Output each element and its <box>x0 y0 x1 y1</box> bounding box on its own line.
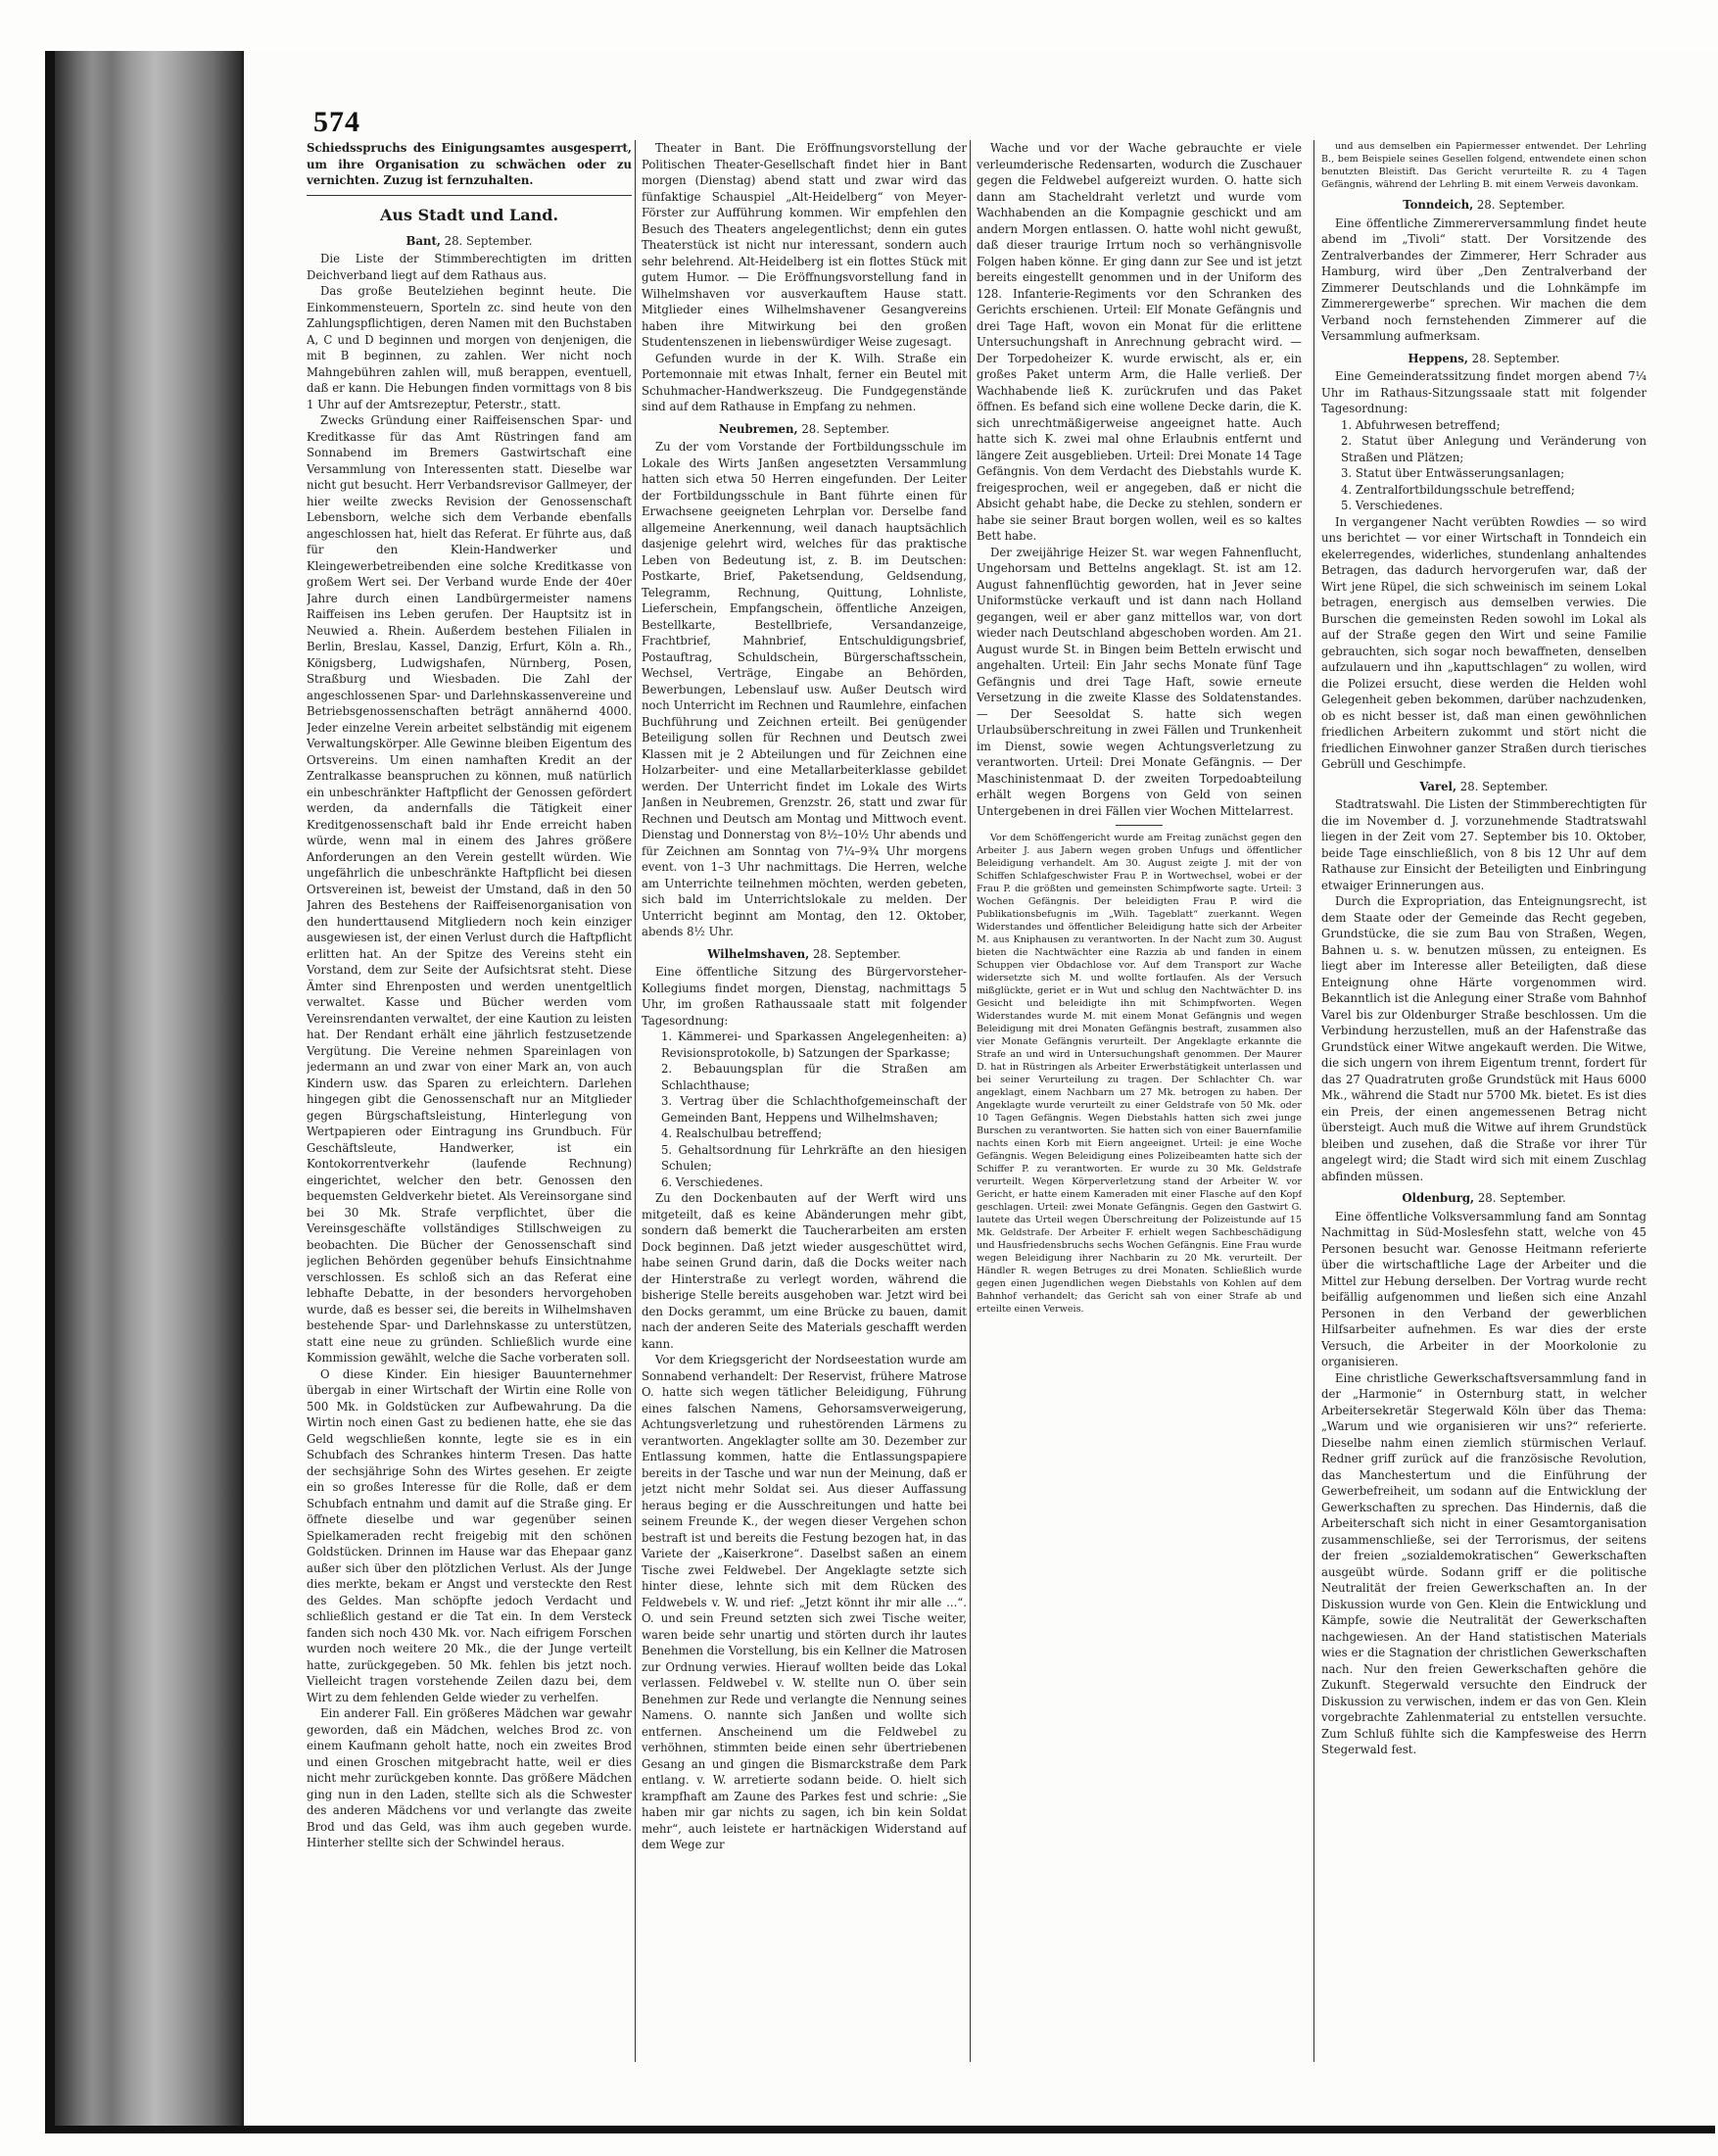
agenda-item: 3. Vertrag über die Schlachthofgemeinschaft der Gemeinden Bant, Heppens und Wilhelmshaven; <box>661 1094 967 1125</box>
article-paragraph: Die Liste der Stimmberechtigten im dritten Deichverband liegt auf dem Rathaus aus. <box>307 252 632 282</box>
dateline <box>307 233 632 250</box>
agenda-item: 5. Verschiedenes. <box>1341 499 1444 512</box>
column-1 <box>307 140 632 2060</box>
article-paragraph: Gefunden wurde in der K. Wilh. Straße ein Portemonnaie mit etwas Inhalt, ferner ein Beutel mit Schuhmacher-Handwerkszeug. Die Fundgegenstände sind auf dem Rathause in Empfang zu nehmen. <box>642 351 967 413</box>
column-intro: Schiedsspruchs des Einigungsamtes ausgesperrt, um ihre Organisation zu schwächen oder zu vernichten. Zuzug ist fernzuhalten. <box>307 141 632 187</box>
dateline <box>1321 351 1646 367</box>
agenda-item: 4. Zentralfortbildungsschule betreffend; <box>1341 482 1575 497</box>
article-paragraph: O diese Kinder. Ein hiesiger Bauunternehmer übergab in einer Wirtschaft der Wirtin eine Rolle von 500 Mk. in Goldstücken zur Aufbewahrung. Da die Wirtin noch einen Gast zu bedienen hatte, ehe sie das Geld wegschließen konnte, legte sie es in ein Schubfach des Schrankes hinterm Tresen. Das hatte der sechsjährige Sohn des Wirtes gesehen. Er zeigte ein so großes Interesse für die Rolle, daß er dem Schubfach entnahm und damit auf die Straße ging. Er öffnete dieselbe und war gegenüber seinen Spielkameraden recht freigebig mit den schönen Goldstücken. Drinnen im Hause war das Ehepaar ganz außer sich über den plötzlichen Verlust. Als der Junge dies merkte, bekam er Angst und versteckte den Rest des Geldes. Man schöpfte jedoch Verdacht und schließlich gestand er die Tat ein. In dem Versteck fanden sich noch 430 Mk. vor. Nach eifrigem Forschen wurden noch weitere 20 Mk., die der Junge verteilt hatte, zurückgegeben. 50 Mk. fehlen bis jetzt noch. Vielleicht tragen vorstehende Zeilen dazu bei, dem Wirt zu dem fehlenden Gelde wieder zu verhelfen. <box>307 1366 632 1704</box>
article-paragraph: Eine öffentliche Volksversammlung fand am Sonntag Nachmittag in Süd-Moslesfehn statt, welche von 45 Personen besucht war. Genosse Heitmann referierte über die wirtschaftliche Lage der Arbeiter und die Mittel zur Hebung derselben. Der Vortrag wurde recht beifällig aufgenommen und ließen sich eine Anzahl Personen in den Verband der gewerblichen Hilfsarbeiter aufnehmen. Es war dies der erste Versuch, die Arbeiter in der Moorkolonie zu organisieren. <box>1321 1209 1646 1368</box>
article-paragraph: Zwecks Gründung einer Raiffeisenschen Spar- und Kreditkasse für das Amt Rüstringen fand am Sonnabend im Bremers Gastwirtschaft eine Versammlung von Interessenten statt. Dieselbe war nicht gut besucht. Herr Verbandsrevisor Gallmeyer, der hier weilte zwecks Revision der Genossenschaft Lebensborn, welche sich dem Verbande ebenfalls angeschlossen hat, hielt das Referat. Er führte aus, daß für den Klein-Handwerker und Kleingewerbetreibenden eine solche Kreditkasse von großem Wert sei. Der Verband wurde Ende der 40er Jahre durch einen Landbürgermeister namens Raiffeisen ins Leben gerufen. Der Hauptsitz ist in Neuwied a. Rhein. Außerdem bestehen Filialen in Berlin, Breslau, Kassel, Danzig, Erfurt, Köln a. Rh., Königsberg, Ludwigshafen, Nürnberg, Posen, Straßburg und Wiesbaden. Die Zahl der angeschlossenen Spar- und Darlehnskassenvereine und Betriebsgenossenschaften beträgt annähernd 4000. Jeder einzelne Verein arbeitet selbständig mit eigenem Verwaltungskörper. Alle Gewinne bleiben Eigentum des Ortsvereins. Um einen namhaften Kredit an der Zentralkasse beanspruchen zu können, muß natürlich ein unbeschränkter Haftpflicht der Genossen gefördert werden, da andernfalls die Tätigkeit einer Kreditgenossenschaft bald ihr Ende erreicht haben würde, wenn mal in einem des Jahres größere Anforderungen an den Verein gestellt würden. Wie ungefährlich die unbeschränkte Haftpflicht bei diesen Ortsvereinen ist, beweist der Umstand, daß in den 50 Jahren des Bestehens der Raiffeisenorganisation von den hunderttausend Mitgliedern noch kein einziger ausgewiesen ist, der einen Verlust durch die Haftpflicht erlitten hat. An der Spitze des Vereins steht ein Vorstand, dem zur Seite der Aufsichtsrat steht. Diese Ämter sind Ehrenposten und werden unentgeltlich verwaltet. Kasse und Bücher werden vom Vereinsrendanten verwaltet, der eine Kaution zu leisten hat. Der Rendant erhält eine jährlich festzusetzende Vergütung. Die Vereine nehmen Spareinlagen von jedermann an und zwar von einer Mark an, von auch Kindern usw. das Sparen zu erleichtern. Darlehen hingegen gibt die Genossenschaft nur an Mitglieder gegen Bürgschaftsleistung, Hinterlegung von Wertpapieren oder Eintragung ins Grundbuch. Für Geschäftsleute, Handwerker, ist ein Kontokorrentverkehr (laufende Rechnung) eingerichtet, welcher den betr. Genossen den bequemsten Geldverkehr bietet. Als Vereinsorgane sind bei 30 Mk. Strafe verpflichtet, über die Vereinsgeschäfte vollständiges Stillschweigen zu beobachten. Die Bücher der Genossenschaft sind jeglichen Behörden gegenüber behufs Einsichtnahme verschlossen. Es schloß sich an das Referat eine lebhafte Debatte, in der besonders hervorgehoben wurde, daß es besser sei, die bereits in Wilhelmshaven bestehende Spar- und Darlehnskasse zu unterstützen, statt eine neue zu gründen. Schließlich wurde eine Kommission gewählt, welche die Sache vorberaten soll. <box>307 413 632 1365</box>
book-spine <box>45 51 241 2130</box>
dateline-place: Tonndeich, <box>1403 198 1474 212</box>
dateline-date: 28. September. <box>1459 779 1549 793</box>
agenda-item: 1. Abfuhrwesen betreffend; <box>1341 417 1501 432</box>
page-bottom-edge <box>45 2126 1715 2133</box>
article-paragraph: Stadtratswahl. Die Listen der Stimmberechtigten für die im November d. J. vorzunehmende Stadtratswahl liegen in der Zeit vom 27. September bis 10. Oktober, beide Tage einschließlich, von 8 bis 12 Uhr auf dem Rathause zur Einsicht der Beteiligten und Einbringung etwaiger Erinnerungen aus. <box>1321 797 1646 892</box>
column-rule <box>970 140 971 2062</box>
dateline-place: Oldenburg, <box>1402 1191 1475 1205</box>
dateline-place: Neubremen, <box>718 421 798 436</box>
agenda-item: 5. Gehaltsordnung für Lehrkräfte an den hiesigen Schulen; <box>661 1142 967 1173</box>
dateline-place: Bant, <box>406 233 441 248</box>
agenda-item: 1. Kämmerei- und Sparkassen Angelegenheiten: a) Revisionsprotokolle, b) Satzungen der Sparkasse; <box>661 1030 967 1060</box>
binding-edge <box>45 51 55 2130</box>
article-paragraph: Das große Beutelziehen beginnt heute. Die Einkommensteuern, Sporteln zc. sind heute von den Zahlungspflichtigen, deren Namen mit den Buchstaben A, C und D beginnen und morgen von denjenigen, die mit B beginnen, zu zahlen. Wer nicht noch Mahngebühren zahlen will, muß berappen, eventuell, daß er kann. Die Hebungen finden vormittags von 8 bis 1 Uhr auf der Amtsrezeptur, Peterstr., statt. <box>307 284 632 411</box>
page-edge-shadow <box>241 51 244 2130</box>
dateline-date: 28. September. <box>444 233 533 248</box>
agenda-item: 4. Realschulbau betreffend; <box>661 1126 823 1140</box>
article-paragraph: Zu den Dockenbauten auf der Werft wird uns mitgeteilt, daß es keine Abänderungen mehr gibt, sondern daß bemerkt die Taucherarbeiten am ersten Dock beginnen. Daß jetzt wieder ausgeschüttet wird, habe seinen Grund darin, daß die Docks weiter nach der Hinterstraße zu verlegt worden, während die bisherige Stelle bereits ausgehoben war. Jetzt wird bei den Docks gerammt, um eine Brücke zu bauen, damit nach der anderen Seite des Materials geschafft werden kann. <box>642 1191 967 1351</box>
article-divider <box>1116 825 1163 826</box>
agenda-item: 3. Statut über Entwässerungsanlagen; <box>1341 466 1565 480</box>
dateline-date: 28. September. <box>1477 1191 1566 1205</box>
column-rule <box>1313 140 1314 2062</box>
agenda-item: 2. Bebauungsplan für die Straßen am Schlachthause; <box>661 1062 967 1092</box>
article-paragraph: Ein anderer Fall. Ein größeres Mädchen war gewahr geworden, daß ein Mädchen, welches Brod zc. von einem Kaufmann geholt hatte, noch ein zweites Brod und einen Groschen mitgebracht hatte, weil er dies nicht mehr zurückgeben konnte. Das größere Mädchen ging nun in den Laden, stellte sich als die Schwester des anderen Mädchens vor und verlangte das zweite Brod und das Geld, was ihm auch gegeben wurde. Hinterher stellte sich der Schwindel heraus. <box>307 1706 632 1849</box>
article-paragraph: Der zweijährige Heizer St. war wegen Fahnenflucht, Ungehorsam und Bettelns angeklagt. St. ist am 12. August fahnenflüchtig geworden, hat in Jever seine Uniformstücke verkauft und ist dann nach Holland gegangen, weil er aber ganz mittellos war, von dort wieder nach Deutschland abgeschoben worden. Am 21. August wurde St. in Bingen beim Betteln erwischt und angehalten. Urteil: Ein Jahr sechs Monate fünf Tage Gefängnis und drei Tage Haft, sowie erneute Versetzung in die zweite Klasse des Soldatenstandes. — Der Seesoldat S. hatte sich wegen Urlaubsüberschreitung in zwei Fällen und Trunkenheit im Dienst, sowie wegen Achtungsverletzung zu verantworten. Urteil: Drei Monate Gefängnis. — Der Maschinistenmaat D. der zweiten Torpedoabteilung erhält wegen Borgens von Geld von seinen Untergebenen in drei Fällen vier Wochen Mittelarrest. <box>977 545 1302 818</box>
dateline-date: 28. September. <box>1476 198 1565 212</box>
article-paragraph: Eine öffentliche Sitzung des Bürgervorsteher-Kollegiums findet morgen, Dienstag, nachmittags 5 Uhr, im großen Rathaussaale statt mit folgender Tagesordnung: <box>642 965 967 1028</box>
section-divider <box>307 195 632 196</box>
page-number: 574 <box>313 106 360 138</box>
column-4 <box>1321 140 1646 2060</box>
dateline-date: 28. September. <box>801 421 890 436</box>
article-paragraph-small: und aus demselben ein Papiermesser entwendet. Der Lehrling B., bem Beispiele seines Gesellen folgend, entwendete einen schon benutzten Bleistift. Das Gericht verurteilte R. zu 4 Tagen Gefängnis, während der Lehrling B. mit einem Verweis davonkam. <box>1321 141 1646 190</box>
article-paragraph: Eine christliche Gewerkschaftsversammlung fand in der „Harmonie“ in Osternburg statt, in welcher Arbeitersekretär Stegerwald Köln über das Thema: „Warum und wie organisieren wir uns?“ referierte. Dieselbe nahm einen ziemlich stürmischen Verlauf. Redner griff zurück auf die französische Revolution, das Manchestertum und die Einführung der Gewerbefreiheit, um sodann auf die Entwicklung der Gewerkschaften zu sprechen. Das Hindernis, daß die Arbeiterschaft sich nicht in einer Gesamtorganisation zusammenschließe, sei der Terrorismus, der seitens der freien „sozialdemokratischen“ Gewerkschaften ausgeübt würde. Sodann griff er die politische Neutralität der freien Gewerkschaften an. In der Diskussion wurde von Gen. Klein die Entwicklung und Kämpfe, sowie die Neutralität der Gewerkschaften nachgewiesen. An der Hand statistischen Materials wies er die Stagnation der christlichen Gewerkschaften nach. Nur den freien Gewerkschaften gehöre die Zukunft. Stegerwald versuchte den Eindruck der Diskussion zu verwischen, indem er das von Gen. Klein vorgebrachte Zahlenmaterial zu entstellen versuchte. Zum Schluß fühlte sich die Kampfesweise des Herrn Stegerwald fest. <box>1321 1370 1646 1756</box>
section-title: Aus Stadt und Land. <box>379 205 559 224</box>
dateline <box>642 946 967 963</box>
agenda-item: 2. Statut über Anlegung und Veränderung von Straßen und Plätzen; <box>1341 434 1646 464</box>
dateline-place: Heppens, <box>1408 351 1468 365</box>
dateline-date: 28. September. <box>812 946 901 961</box>
dateline <box>1321 779 1646 795</box>
article-paragraph: In vergangener Nacht verübten Rowdies — so wird uns berichtet — vor einer Wirtschaft in Tonndeich ein ekelerregendes, widerliches, stundenlang anhaltendes Betragen, das dadurch hervorgerufen war, daß der Wirt jene Rüpel, die sich schweinisch im seinem Lokal betragen, energisch aus demselben verwies. Die Burschen die gemeinsten Reden sowohl im Lokal als auf der Straße gegen den Wirt und seine Familie gebrauchten, sich sogar noch bewaffneten, denselben aufzulauern und ihn „kaputtschlagen“ zu wollen, wird die Polizei ersucht, diese werden die Helden wohl Gelegenheit geben bekommen, darüber nachzudenken, ob es nicht besser ist, daß man einen gewöhnlichen friedlichen Arbeitern zukommt und stört nicht die friedlichen Einwohner ganzer Straßen durch tierisches Gebrüll und Geschimpfe. <box>1321 514 1646 771</box>
column-2 <box>642 140 967 2060</box>
article-paragraph: Durch die Expropriation, das Enteignungsrecht, ist dem Staate oder der Gemeinde das Recht gegeben, Grundstücke, die sie zum Bau von Straßen, Wegen, Bahnen u. s. w. benutzen müssen, zu enteignen. Es liegt aber im Interesse aller Beteiligten, daß diese Enteignung ohne Härte vorgenommen wird. Bekanntlich ist die Anlegung einer Straße vom Bahnhof Varel bis zur Oldenburger Straße beschlossen. Um die Verbindung herzustellen, muß an der Hafenstraße das Grundstück einer Witwe angekauft werden. Die Witwe, die sich ungern von ihrem Eigentum trennt, fordert für das 27 Quadratruten große Grundstück mit Haus 6000 Mk., während die Stadt nur 5700 Mk. bietet. Es ist dies ein Preis, der einen angemessenen Betrag nicht übersteigt. Auch muß die Witwe auf ihrem Grundstück bleiben und zusehen, daß die Straße vor ihrer Tür angelegt wird; die Stadt wird sich mit einem Zuschlag abfinden müssen. <box>1321 894 1646 1183</box>
dateline-place: Varel, <box>1419 779 1457 793</box>
column-rule <box>635 140 636 2062</box>
article-paragraph: Theater in Bant. Die Eröffnungsvorstellung der Politischen Theater-Gesellschaft findet hier in Bant morgen (Dienstag) abend statt und zwar wird das fünfaktige Schauspiel „Alt-Heidelberg“ von Meyer-Förster zur Aufführung kommen. Wir empfehlen den Besuch des Theaters angelegentlichst; denn ein gutes Theaterstück ist nicht nur interessant, sondern auch sehr belehrend. Alt-Heidelberg ist ein flottes Stück mit gutem Humor. — Die Eröffnungsvorstellung fand in Wilhelmshaven vor ausverkauftem Hause statt. Mitglieder eines Wilhelmshavener Gesangvereins haben ihre Mitwirkung bei den großen Studentenszenen in liebenswürdiger Weise zugesagt. <box>642 141 967 349</box>
article-paragraph: Eine Gemeinderatssitzung findet morgen abend 7¼ Uhr im Rathaus-Sitzungssaale statt mit folgender Tagesordnung: <box>1321 369 1646 415</box>
column-3 <box>977 140 1302 2060</box>
dateline <box>1321 1190 1646 1207</box>
article-paragraph: Eine öffentliche Zimmererversammlung findet heute abend im „Tivoli“ statt. Der Vorsitzende des Zentralverbandes der Zimmerer, Herr Schrader aus Hamburg, wird über „Den Zentralverband der Zimmerer Deutschlands und die Lohnkämpfe im Zimmerergewerbe“ sprechen. Wir machen die dem Verband noch fernstehenden Zimmerer auf die Versammlung aufmerksam. <box>1321 216 1646 343</box>
dateline <box>1321 197 1646 214</box>
dateline <box>642 421 967 438</box>
agenda-item: 6. Verschiedenes. <box>661 1174 764 1189</box>
article-paragraph: Vor dem Kriegsgericht der Nordseestation wurde am Sonnabend verhandelt: Der Reservist, frühere Matrose O. hatte sich wegen tätlicher Beleidigung, Führung eines falschen Namens, Gehorsamsverweigerung, Achtungsverletzung und ruhestörenden Lärmens zu verantworten. Angeklagter sollte am 30. Dezember zur Entlassung kommen, hatte die Entlassungspapiere bereits in der Tasche und war nun der Meinung, daß er jetzt nicht mehr Soldat sei. Aus dieser Auffassung heraus beging er die Ausschreitungen und hatte bei seinem Freunde K., der wegen dieser Vergehen schon bestraft ist und bereits die Festung bezogen hat, in das Variete der „Kaiserkrone“. Daselbst saßen an einem Tische zwei Feldwebel. Der Angeklagte setzte sich hinter diese, lehnte sich mit dem Rücken des Feldwebels v. W. und rief: „Jetzt könnt ihr mir alle ...“. O. und sein Freund setzten sich zwei Tische weiter, waren beide sehr unartig und störten durch ihr lautes Benehmen die Vorstellung, bis ein Kellner die Matrosen zur Ordnung verwies. Hierauf wollten beide das Lokal verlassen. Feldwebel v. W. stellte nun O. über sein Benehmen zur Rede und verlangte die Nennung seines Namens. O. nannte sich Janßen und wollte sich entfernen. Anscheinend um die Feldwebel zu verhöhnen, stimmten beide einen sehr übertriebenen Gesang an und gingen die Bismarckstraße dem Park entlang. v. W. arretierte sodann beide. O. hielt sich krampfhaft am Zaune des Parkes fest und schrie: „Sie haben mir gar nichts zu sagen, ich bin kein Soldat mehr“, auch leistete er hartnäckigen Widerstand auf dem Wege zur <box>642 1353 967 1851</box>
article-paragraph: Wache und vor der Wache gebrauchte er viele verleumderische Redensarten, wodurch die Zuschauer gegen die Feldwebel aufgereizt wurden. O. hatte sich dann am Stacheldraht verletzt und wurde vom Wachhabenden an die Kompagnie geschickt und am andern Morgen entlassen. O. hatte wohl nicht gewußt, daß dieser traurige Irrtum noch so verhängnisvolle Folgen haben könne. Er ging dann zur See und ist jetzt bereits eingestellt genommen und in der Uniform des 128. Infanterie-Regiments vor den Schranken des Gerichts erschienen. Urteil: Elf Monate Gefängnis und drei Tage Haft, wovon ein Monat für die erlittene Untersuchungshaft in Anrechnung gebracht wird. — Der Torpedoheizer K. wurde erwischt, als er, ein großes Paket unterm Arm, die Halle verließ. Der Wachhabende ließ K. zurückrufen und das Paket öffnen. Es befand sich eine wollene Decke darin, die K. sich unrechtmäßigerweise angeeignet hatte. Auch hatte sich K. zwei mal ohne Erlaubnis entfernt und längere Zeit ausgeblieben. Urteil: Drei Monate 14 Tage Gefängnis. Von dem Verdacht des Diebstahls wurde K. freigesprochen, weil er angegeben, daß er nicht die Absicht gehabt habe, die Decke zu stehlen, sondern er habe sie seiner Braut borgen wollen, weil es so kaltes Bett habe. <box>977 141 1302 543</box>
article-paragraph-small: Vor dem Schöffengericht wurde am Freitag zunächst gegen den Arbeiter J. aus Jabern wegen groben Unfugs und öffentlicher Beleidigung verhandelt. Am 30. August zeigte J. mit der von Schiffen Schlafgeschwister Frau P. in Wortwechsel, wobei er der Frau P. die größten und gemeinsten Schimpfworte sagte. Urteil: 3 Wochen Gefängnis. Der beleidigten Frau P. wird die Publikationsbefugnis im „Wilh. Tageblatt“ zuerkannt. Wegen Widerstandes und öffentlicher Beleidigung hatte sich der Arbeiter M. aus Kniphausen zu verantworten. In der Nacht zum 30. August bieten die Nachtwächter eine Razzia ab und fanden in einem Schuppen vier Obdachlose vor. Auf dem Transport zur Wache widersetzte sich M. und wollte fortlaufen. Als der Versuch mißglückte, geriet er in Wut und schlug den Nachtwächter D. ins Gesicht und beleidigte ihn mit Schimpfworten. Wegen Widerstandes wurde M. mit einem Monat Gefängnis und wegen Beleidigung mit drei Monaten Gefängnis bestraft, zusammen also vier Monate Gefängnis verurteilt. Der Angeklagte erkannte die Strafe an und wird in Untersuchungshaft genommen. Der Maurer D. hat in Rüstringen als Arbeiter Erwerbstätigkeit unterlassen und bei seiner Verurteilung zu tragen. Der Schlachter Ch. war angeklagt, einem Nachbarn um 27 Mk. betrogen zu haben. Der Angeklagte wurde verurteilt zu einer Geldstrafe von 50 Mk. oder 10 Tagen Gefängnis. Wegen Diebstahls hatten sich zwei junge Burschen zu verantworten. Sie hatten sich von einer Bauernfamilie nachts einen Korb mit Eiern angeeignet. Urteil: je eine Woche Gefängnis. Wegen Beleidigung eines Polizeibeamten hatte sich der Schiffer P. zu verantworten. Er wurde zu 30 Mk. Geldstrafe verurteilt. Wegen Körperverletzung stand der Arbeiter W. vor Gericht, er hatte einem Kameraden mit einer Flasche auf den Kopf geschlagen. Urteil: zwei Monate Gefängnis. Gegen den Gastwirt G. lautete das Urteil wegen Überschreitung der Polizeistunde auf 15 Mk. Geldstrafe. Der Arbeiter F. erhielt wegen Sachbeschädigung und Hausfriedensbruchs sechs Wochen Gefängnis. Eine Frau wurde wegen Beleidigung ihrer Nachbarin zu 20 Mk. verurteilt. Der Händler R. wegen Betruges zu drei Monaten. Schließlich wurde gegen einen Jugendlichen wegen Diebstahls von Kohlen auf dem Bahnhof verhandelt; das Gericht sah von einer Strafe ab und erteilte einen Verweis. <box>977 833 1302 1315</box>
dateline-place: Wilhelmshaven, <box>707 946 810 961</box>
dateline-date: 28. September. <box>1471 351 1560 365</box>
article-paragraph: Zu der vom Vorstande der Fortbildungsschule im Lokale des Wirts Janßen angesetzten Versammlung hatten sich etwa 50 Herren eingefunden. Der Leiter der Fortbildungsschule in Bant führte einen für Erwachsene geeigneten Lehrplan vor. Derselbe fand allgemeine Anerkennung, weil danach hauptsächlich dasjenige gelehrt wird, welches für das praktische Leben von Bedeutung ist, z. B. im Deutschen: Postkarte, Brief, Paketsendung, Geldsendung, Telegramm, Rechnung, Quittung, Lohnliste, Lieferschein, Empfangschein, öffentliche Anzeigen, Bestellkarte, Bestellbriefe, Versandanzeige, Frachtbrief, Mahnbrief, Entschuldigungsbrief, Postauftrag, Schuldschein, Bürgerschaftsschein, Wechsel, Verträge, Eingabe an Behörden, Bewerbungen, Lebenslauf usw. Außer Deutsch wird noch Unterricht im Rechnen und Raumlehre, einfachen Buchführung und Zeichnen erteilt. Bei genügender Beteiligung sollen für Rechnen und Deutsch zwei Klassen mit je 2 Abteilungen und für Zeichnen eine Holzarbeiter- und eine Metallarbeiterklasse gebildet werden. Der Unterricht findet im Lokale des Wirts Janßen in Neubremen, Grenzstr. 26, statt und zwar für Rechnen und Deutsch am Montag und Mittwoch event. Dienstag und Donnerstag von 8½–10½ Uhr abends und für Zeichnen am Sonntag von 7¼–9¾ Uhr morgens event. von 1–3 Uhr nachmittags. Die Herren, welche am Unterrichte teilnehmen möchten, werden gebeten, sich bald im Unterrichtslokale zu melden. Der Unterricht beginnt am Montag, den 12. Oktober, abends 8½ Uhr. <box>642 440 967 938</box>
